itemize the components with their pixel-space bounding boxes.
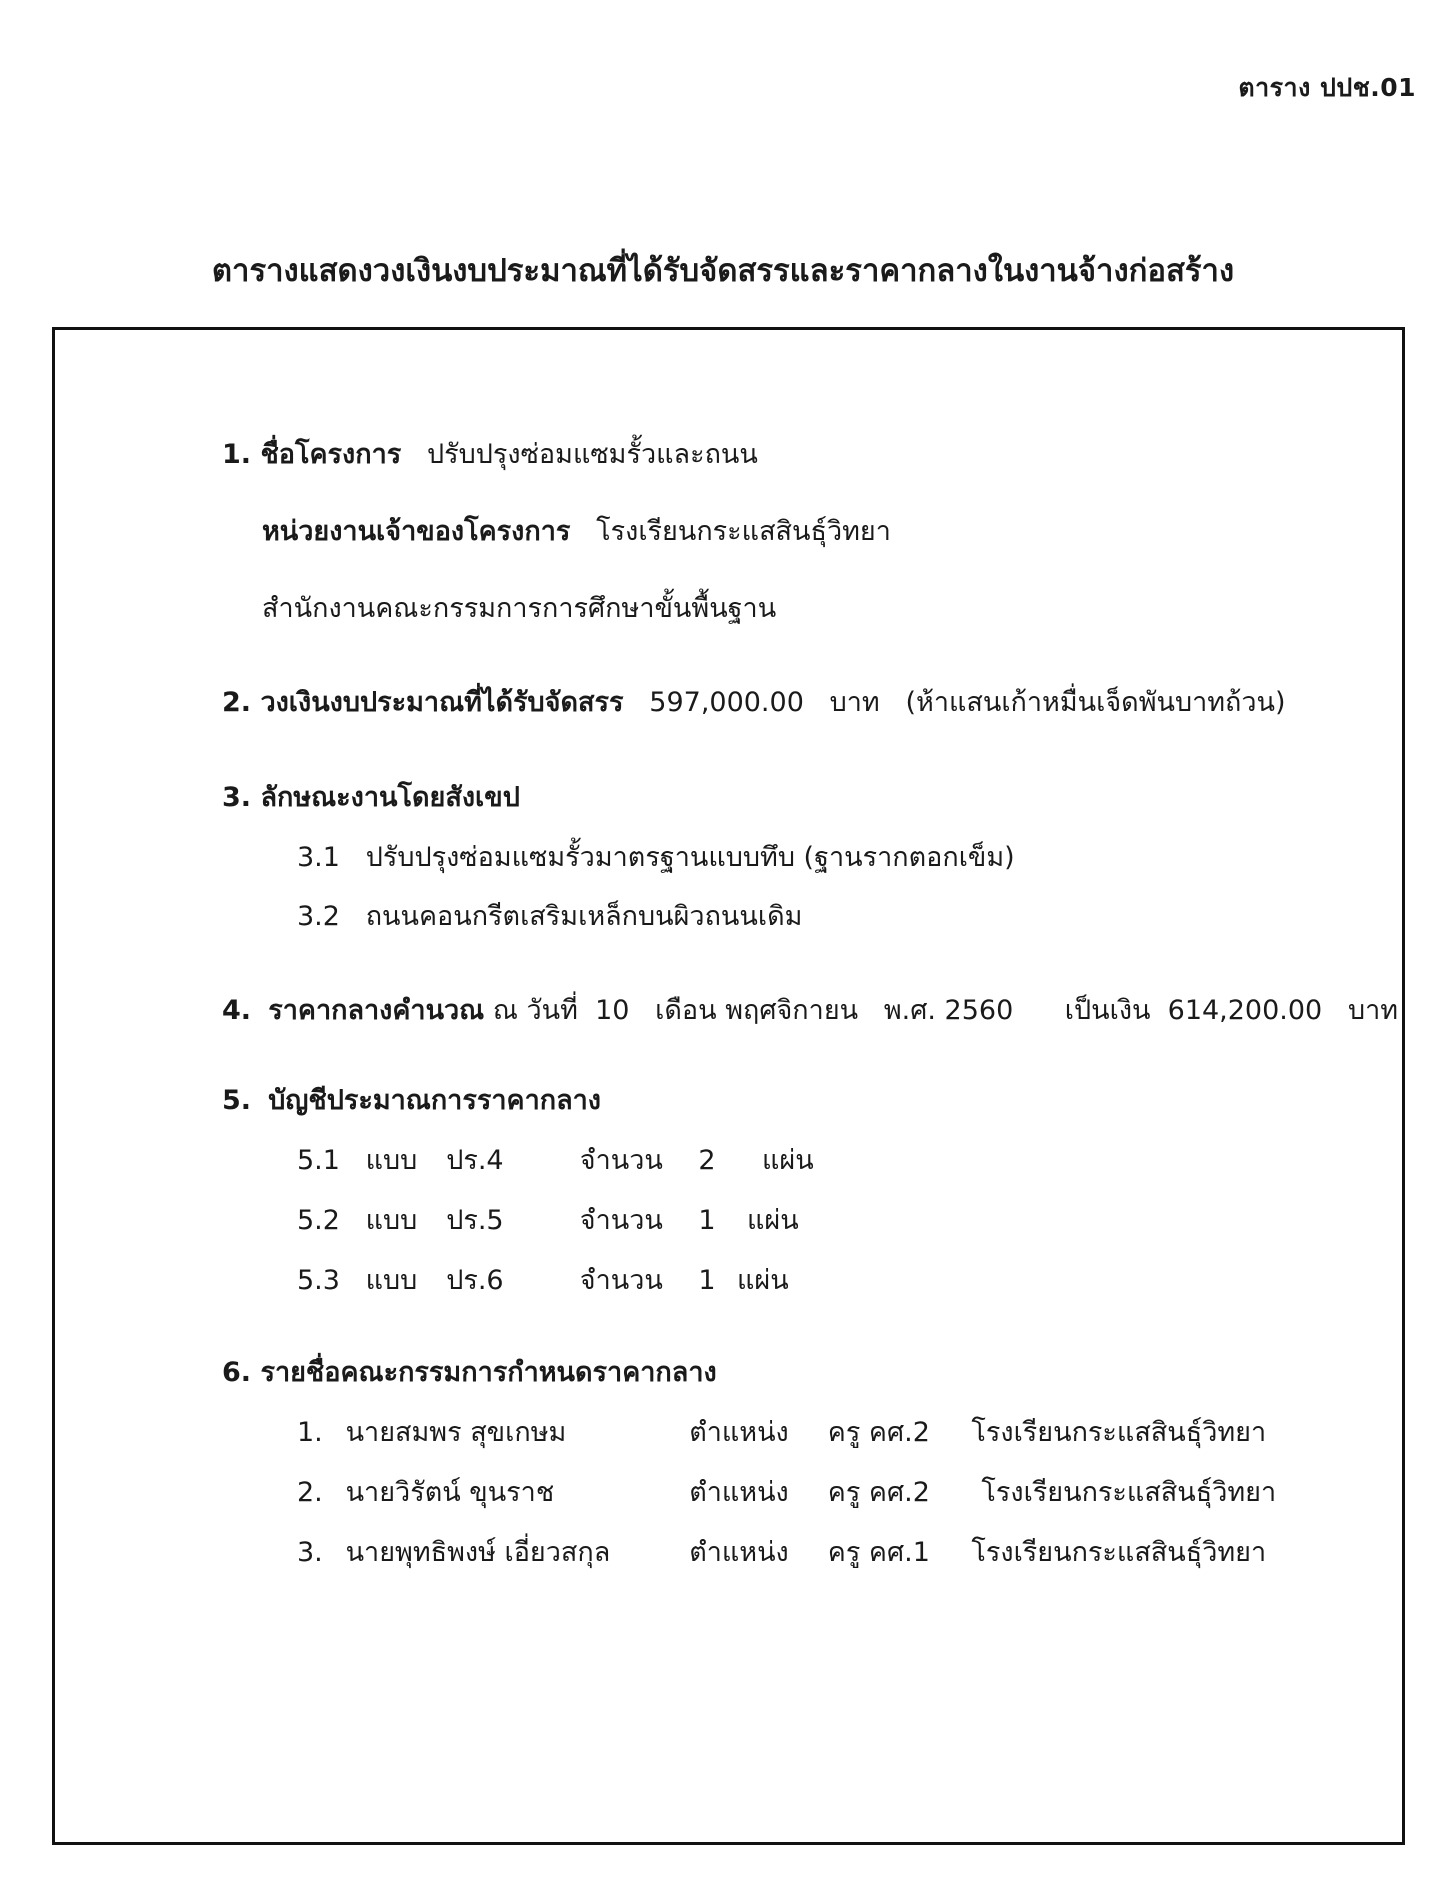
budget-unit: บาท: [829, 687, 880, 718]
section1-label: 1. ชื่อโครงการ: [222, 439, 402, 470]
committee-member: [297, 1470, 1276, 1513]
bill-item-form: ปร.5: [446, 1205, 504, 1236]
member-position: ครู คศ.1: [827, 1537, 930, 1568]
member-name: นายวิรัตน์ ขุนราช: [345, 1477, 555, 1508]
document-title: ตารางแสดงวงเงินงบประมาณที่ได้รับจัดสรรและราคากลางในงานจ้างก่อสร้าง: [211, 253, 1235, 289]
member-position: ครู คศ.2: [827, 1477, 930, 1508]
project-name: ปรับปรุงซ่อมแซมรั้วและถนน: [427, 439, 758, 470]
work-item: [297, 835, 1015, 878]
total-label: เป็นเงิน: [1064, 995, 1151, 1026]
member-position: ครู คศ.2: [827, 1417, 930, 1448]
bill-item: [297, 1198, 799, 1241]
section4-median-price: [222, 988, 1398, 1031]
member-no: 3.: [297, 1537, 323, 1568]
section5-label: บัญชีประมาณการราคากลาง: [268, 1085, 601, 1116]
bill-item-unit: แผ่น: [746, 1205, 799, 1236]
year-label: พ.ศ.: [883, 995, 936, 1026]
agency-name: สำนักงานคณะกรรมการการศึกษาขั้นพื้นฐาน: [262, 593, 777, 624]
section4-no: 4.: [222, 995, 252, 1026]
total-unit: บาท: [1347, 995, 1399, 1026]
member-name: นายสมพร สุขเกษม: [345, 1417, 567, 1448]
section5-heading: [222, 1078, 601, 1121]
bill-item-no: 5.3: [297, 1265, 340, 1296]
bill-item-type: แบบ: [365, 1205, 418, 1236]
bill-item-qty: 1: [698, 1205, 716, 1236]
calc-year: 2560: [944, 995, 1014, 1026]
member-school: โรงเรียนกระแสสินธุ์วิทยา: [971, 1537, 1267, 1568]
member-no: 1.: [297, 1417, 323, 1448]
bill-item-qty-label: จำนวน: [579, 1205, 663, 1236]
budget-amount: 597,000.00: [649, 687, 804, 718]
work-item: [297, 894, 802, 937]
calc-day: 10: [595, 995, 630, 1026]
date-prefix: ณ วันที่: [492, 995, 578, 1026]
bill-item-form: ปร.4: [446, 1145, 504, 1176]
month-label: เดือน: [655, 995, 717, 1026]
calc-month: พฤศจิกายน: [725, 995, 859, 1026]
owner-label: หน่วยงานเจ้าของโครงการ: [262, 516, 571, 547]
committee-member: [297, 1410, 1266, 1453]
work-item-no: 3.2: [297, 901, 340, 932]
bill-item-no: 5.2: [297, 1205, 340, 1236]
member-position-label: ตำแหน่ง: [689, 1477, 789, 1508]
section4-label: ราคากลางคำนวณ: [268, 995, 485, 1026]
owner-name: โรงเรียนกระแสสินธุ์วิทยา: [596, 516, 891, 547]
bill-item-type: แบบ: [365, 1145, 418, 1176]
section1-project: [222, 432, 758, 475]
bill-item-no: 5.1: [297, 1145, 340, 1176]
section2-budget: [222, 680, 1286, 723]
bill-item-type: แบบ: [365, 1265, 418, 1296]
work-item-text: ถนนคอนกรีตเสริมเหล็กบนผิวถนนเดิม: [365, 901, 803, 932]
member-school: โรงเรียนกระแสสินธุ์วิทยา: [971, 1417, 1267, 1448]
member-position-label: ตำแหน่ง: [689, 1537, 789, 1568]
form-code: ตาราง ปปช.01: [1238, 73, 1416, 102]
section2-label: 2. วงเงินงบประมาณที่ได้รับจัดสรร: [222, 687, 624, 718]
section1-owner: [262, 509, 891, 552]
bill-item-qty-label: จำนวน: [579, 1145, 663, 1176]
section1-agency: [262, 586, 776, 629]
committee-member: [297, 1530, 1266, 1573]
bill-item-form: ปร.6: [446, 1265, 504, 1296]
member-school: โรงเรียนกระแสสินธุ์วิทยา: [981, 1477, 1277, 1508]
work-item-text: ปรับปรุงซ่อมแซมรั้วมาตรฐานแบบทึบ (ฐานรากตอกเข็ม): [365, 842, 1015, 873]
section5-no: 5.: [222, 1085, 252, 1116]
bill-item-qty: 2: [698, 1145, 716, 1176]
work-item-no: 3.1: [297, 842, 340, 873]
bill-item-qty: 1: [698, 1265, 716, 1296]
budget-amount-text: (ห้าแสนเก้าหมื่นเจ็ดพันบาทถ้วน): [905, 687, 1286, 718]
bill-item-unit: แผ่น: [736, 1265, 789, 1296]
section6-label: 6. รายชื่อคณะกรรมการกำหนดราคากลาง: [222, 1357, 717, 1388]
bill-item-unit: แผ่น: [761, 1145, 814, 1176]
member-name: นายพุทธิพงษ์ เอี่ยวสกุล: [345, 1537, 611, 1568]
total-amount: 614,200.00: [1167, 995, 1323, 1026]
bill-item-qty-label: จำนวน: [579, 1265, 663, 1296]
member-position-label: ตำแหน่ง: [689, 1417, 789, 1448]
bill-item: [297, 1258, 789, 1301]
section3-label: 3. ลักษณะงานโดยสังเขป: [222, 782, 520, 813]
member-no: 2.: [297, 1477, 323, 1508]
bill-item: [297, 1138, 814, 1181]
